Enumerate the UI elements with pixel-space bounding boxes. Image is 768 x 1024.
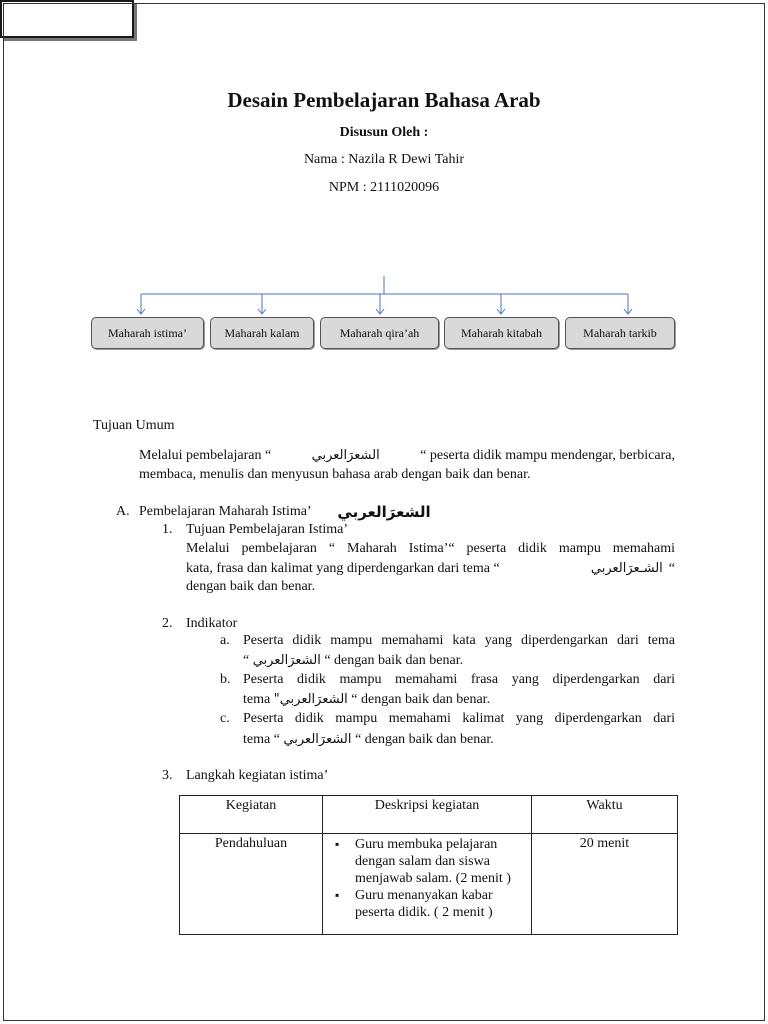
item-1-number: 1. [162, 522, 173, 537]
indicator-a-line-2 [243, 651, 463, 670]
item-1-line-1: Melalui pembelajaran “ Maharah Istima’“ peserta didik mampu memahami [186, 541, 675, 556]
indicator-c-arabic-topic: الشعرَالعربي [283, 732, 352, 747]
author-npm: NPM : 2111020096 [328, 180, 440, 195]
tujuan-umum-text-prefix: Melalui pembelajaran “ [139, 448, 272, 463]
item-1-title: Tujuan Pembelajaran Istima’ [186, 522, 349, 537]
item-2-title: Indikator [186, 616, 238, 631]
skill-box-qiraah: Maharah qira’ah [320, 317, 439, 349]
indicator-b-arabic-topic: الشعرَالعربي" [273, 692, 348, 707]
indicator-c-suffix: “ dengan baik dan benar. [355, 732, 494, 747]
table-cell-kegiatan: Pendahuluan [180, 834, 323, 935]
deskripsi-item: ▪ Guru membuka pelajaran dengan salam dan siswa menjawab salam. (2 menit ) [355, 836, 525, 887]
item-1-line-2 [186, 559, 675, 578]
tujuan-umum-text-suffix: “ peserta didik mampu mendengar, berbicara, [420, 448, 675, 463]
indicator-a-line-1: Peserta didik mampu memahami kata yang diperdengarkan dari tema [243, 633, 675, 648]
document-title: Desain Pembelajaran Bahasa Arab [227, 88, 541, 112]
item-3-title: Langkah kegiatan istima’ [186, 768, 329, 783]
deskripsi-list [329, 836, 525, 921]
author-name: Nama : Nazila R Dewi Tahir [303, 152, 465, 167]
section-heading-tujuan-umum: Tujuan Umum [93, 418, 175, 433]
tujuan-umum-line-2: membaca, menulis dan menyusun bahasa arab dengan baik dan benar. [139, 467, 531, 482]
indicator-b-marker: b. [220, 672, 231, 687]
indicator-a-suffix: “ dengan baik dan benar. [324, 653, 464, 668]
tujuan-umum-arabic-topic: الشعرَالعربي [311, 448, 380, 463]
indicator-b-suffix: “ dengan baik dan benar. [351, 692, 491, 707]
item-1-line-2-suffix: “ [668, 561, 675, 576]
activity-table [179, 795, 678, 935]
table-header-deskripsi: Deskripsi kegiatan [323, 796, 532, 834]
indicator-a-arabic-topic: الشعرَالعربي [252, 653, 321, 668]
deskripsi-item: ▪ Guru menanyakan kabar peserta didik. ( 2 menit ) [355, 887, 525, 921]
diagram-topic-label: الشعرَالعربي [3, 3, 765, 1021]
indicator-c-marker: c. [220, 711, 230, 726]
indicator-a-prefix: “ [243, 653, 250, 668]
tujuan-umum-line-1 [139, 446, 675, 465]
table-row [180, 834, 678, 935]
skill-box-kitabah: Maharah kitabah [444, 317, 559, 349]
item-1-line-2-prefix: kata, frasa dan kalimat yang diperdengarkan dari tema “ [186, 561, 500, 576]
indicator-c-line-2 [243, 730, 494, 749]
table-cell-deskripsi [323, 834, 532, 935]
section-a-title: Pembelajaran Maharah Istima’ [139, 504, 312, 519]
table-header-waktu: Waktu [532, 796, 678, 834]
item-3-number: 3. [162, 768, 173, 783]
indicator-b-prefix: tema [243, 692, 271, 707]
indicator-c-line-1: Peserta didik mampu memahami kalimat yang diperdengarkan dari [243, 711, 675, 726]
indicator-b-line-1: Peserta didik mampu memahami frasa yang diperdengarkan dari [243, 672, 675, 687]
section-a-marker: A. [116, 504, 130, 519]
item-1-arabic-topic: الشـعرَالعربي [590, 561, 663, 576]
skill-box-istima: Maharah istima’ [91, 317, 204, 349]
item-1-line-3: dengan baik dan benar. [186, 579, 316, 594]
item-2-number: 2. [162, 616, 173, 631]
indicator-a-marker: a. [220, 633, 230, 648]
author-heading: Disusun Oleh : [339, 125, 429, 140]
table-cell-waktu: 20 menit [532, 834, 678, 935]
table-header-row [180, 796, 678, 834]
skill-box-kalam: Maharah kalam [210, 317, 314, 349]
indicator-c-prefix: tema “ [243, 732, 280, 747]
indicator-b-line-2 [243, 690, 490, 709]
skill-box-tarkib: Maharah tarkib [565, 317, 675, 349]
table-header-kegiatan: Kegiatan [180, 796, 323, 834]
